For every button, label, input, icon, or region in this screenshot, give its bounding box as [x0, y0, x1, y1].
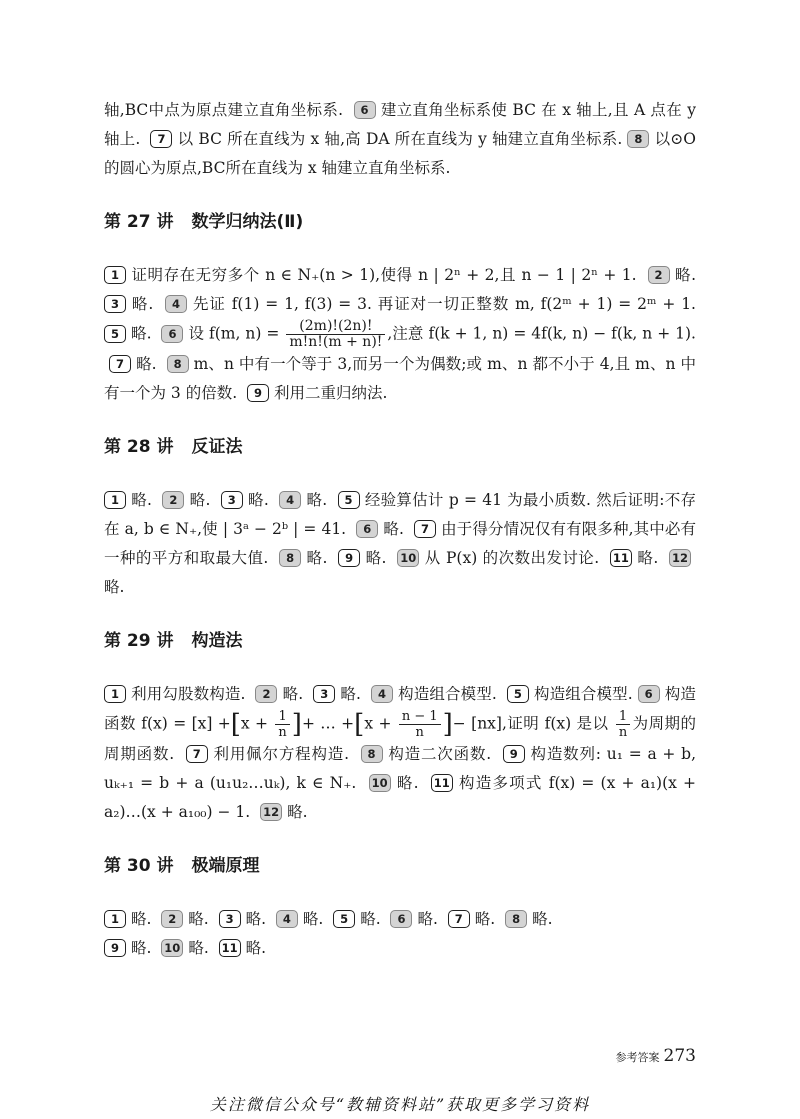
answer-number: 7 [109, 355, 131, 373]
answer-number: 8 [167, 355, 189, 373]
answer-text: 证明存在无穷多个 n ∈ N₊(n > 1),使得 n | 2ⁿ + 2,且 n − 1 | 2ⁿ + 1. [131, 266, 637, 284]
answer-number: 4 [165, 295, 187, 313]
answer-text: 由于得分情况仅有有限多种,其中必有一种的平方和取最大值. [104, 520, 696, 567]
right-bracket: ] [442, 709, 453, 740]
fraction-numerator: 1 [275, 709, 289, 725]
fraction-denominator: m!n!(m + n)! [289, 334, 383, 350]
answer-text: 略. [247, 491, 269, 509]
answer-number: 5 [333, 910, 355, 928]
answer-number: 3 [104, 295, 126, 313]
fraction-numerator: n − 1 [399, 709, 441, 725]
answer-text: 略. [287, 803, 308, 821]
answer-number: 9 [503, 745, 525, 763]
answer-text: 略. [395, 774, 419, 792]
fraction-numerator: 1 [616, 709, 630, 725]
answer-number: 6 [638, 685, 660, 703]
answer-text: 构造函数 f(x) = [x] + [104, 685, 696, 733]
answer-number: 3 [219, 910, 241, 928]
section-29-answers [104, 680, 696, 827]
answer-number: 8 [361, 745, 383, 763]
answer-number: 11 [610, 549, 632, 567]
answer-text: 利用佩尔方程构造. [212, 745, 350, 763]
answer-text: ,注意 f(k + 1, n) = 4f(k, n) − f(k, n + 1). [387, 324, 696, 343]
answer-number: 5 [338, 491, 360, 509]
section-title: 构造法 [191, 631, 243, 651]
answer-number: 9 [104, 939, 126, 957]
section-number: 第 30 讲 [104, 856, 174, 876]
answer-text: 构造数列: u₁ = a + b, uₖ₊₁ = b + a (u₁u₂…uₖ), k ∈ N₊. [104, 745, 697, 792]
answer-number: 6 [356, 520, 378, 538]
answer-number: 9 [247, 384, 269, 402]
answer-number: 10 [369, 774, 391, 792]
answer-number: 11 [219, 939, 241, 957]
answer-number: 9 [338, 549, 360, 567]
section-title: 数学归纳法(Ⅱ) [191, 212, 304, 232]
footer-label: 参考答案 [615, 1051, 660, 1064]
section-number: 第 27 讲 [104, 212, 174, 232]
answer-number: 2 [162, 491, 184, 509]
answer-text: 先证 f(1) = 1, f(3) = 3. 再证对一切正整数 m, f(2ᵐ + 1) = 2ᵐ + 1. [192, 295, 696, 313]
answer-text: x + [364, 714, 392, 733]
answer-number: 1 [104, 685, 126, 703]
answer-text: 略. [131, 939, 152, 957]
answer-text: 略. [131, 295, 154, 313]
fraction [286, 319, 385, 350]
answer-number: 6 [354, 101, 376, 119]
answer-number: 12 [669, 549, 691, 567]
answer-number: 7 [448, 910, 470, 928]
answer-number: 5 [507, 685, 529, 703]
answer-number: 10 [161, 939, 183, 957]
answer-number: 3 [313, 685, 335, 703]
answer-text: 略. [189, 491, 211, 509]
answer-number: 4 [279, 491, 301, 509]
section-27-answers [104, 261, 696, 408]
answer-number: 6 [161, 325, 183, 343]
section-title: 极端原理 [191, 856, 260, 876]
answer-text: 略. [532, 910, 553, 928]
answer-number: 5 [104, 325, 126, 343]
fraction-denominator: n [415, 725, 424, 740]
fraction [616, 709, 630, 740]
answer-text: 略. [282, 685, 304, 703]
section-heading-29 [104, 630, 696, 652]
answer-text: 经验算估计 p = 41 为最小质数. 然后证明:不存在 a, b ∈ N₊,使 | 3ᵃ − 2ᵇ | = 41. [104, 491, 696, 538]
answer-text: 轴,BC中点为原点建立直角坐标系. [104, 101, 344, 119]
answer-text: 略. [474, 910, 496, 928]
answer-number: 3 [221, 491, 243, 509]
answer-text: 略. [302, 910, 324, 928]
answer-text: 略. [383, 520, 404, 538]
answer-text: 略. [131, 491, 152, 509]
answer-text: 略. [365, 549, 387, 567]
answer-text: 利用二重归纳法. [274, 384, 388, 402]
page-footer [616, 1046, 696, 1066]
answer-text: 略. [245, 939, 267, 957]
answer-text: 略. [104, 578, 125, 596]
fraction-numerator: (2m)!(2n)! [286, 319, 385, 335]
answer-text: 略. [188, 939, 209, 957]
answer-text: 设 f(m, n) = [188, 324, 280, 343]
section-heading-27 [104, 211, 696, 233]
answer-number: 4 [371, 685, 393, 703]
watermark-text: 关注微信公众号“教辅资料站”获取更多学习资料 [209, 1095, 591, 1114]
answer-text: 构造组合模型. [533, 685, 633, 703]
answer-text: + … + [301, 714, 355, 733]
page-number: 273 [663, 1046, 696, 1066]
left-bracket: [ [230, 709, 241, 740]
answer-text: 略. [136, 355, 157, 373]
page-content [104, 96, 696, 963]
section-title: 反证法 [191, 437, 243, 457]
answer-text: m、n 中有一个等于 3,而另一个为偶数;或 m、n 都不小于 4,且 m、n 中有一个为 3 的倍数. [104, 355, 696, 402]
answer-text: 略. [245, 910, 267, 928]
answer-number: 1 [104, 266, 126, 284]
answer-number: 4 [276, 910, 298, 928]
answer-text: − [nx],证明 f(x) 是以 [452, 714, 609, 733]
answer-number: 7 [414, 520, 436, 538]
fraction-denominator: n [278, 725, 287, 740]
answer-text: 略. [417, 910, 438, 928]
section-number: 第 28 讲 [104, 437, 174, 457]
answer-text: 略. [306, 549, 328, 567]
section-heading-28 [104, 436, 696, 458]
answer-text: 略. [636, 549, 659, 567]
answer-number: 1 [104, 491, 126, 509]
section-heading-30 [104, 855, 696, 877]
answer-text: 略. [188, 910, 209, 928]
answer-number: 6 [390, 910, 412, 928]
answer-number: 11 [431, 774, 453, 792]
answer-number: 12 [260, 803, 282, 821]
answer-number: 2 [648, 266, 670, 284]
answer-number: 10 [397, 549, 419, 567]
section-28-answers [104, 486, 696, 602]
fraction-denominator: n [618, 725, 628, 740]
section-30-answers [104, 905, 696, 963]
section-number: 第 29 讲 [104, 631, 174, 651]
answer-number: 1 [104, 910, 126, 928]
answer-text: 略. [340, 685, 361, 703]
answer-text: 略. [360, 910, 381, 928]
answer-text: 略. [131, 324, 152, 343]
answer-number: 2 [255, 685, 277, 703]
answer-text: 构造多项式 f(x) = (x + a₁)(x + a₂)…(x + a₁₀₀) − 1. [104, 774, 697, 821]
answer-text: 构造二次函数. [387, 745, 492, 763]
answer-number: 8 [505, 910, 527, 928]
answer-number: 8 [279, 549, 301, 567]
answer-number: 2 [161, 910, 183, 928]
answer-number: 8 [627, 130, 649, 148]
answer-text: 从 P(x) 的次数出发讨论. [424, 549, 600, 567]
intro-paragraph [104, 96, 696, 183]
answer-text: 略. [674, 266, 696, 284]
answer-number: 7 [186, 745, 208, 763]
right-bracket: ] [291, 709, 302, 740]
answer-text: x + [240, 714, 269, 733]
left-bracket: [ [354, 709, 365, 740]
answer-text: 建立直角坐标系使 BC 在 x 轴上,且 A 点在 y 轴上. [104, 101, 696, 148]
answer-text: 略. [131, 910, 152, 928]
answer-text: 利用勾股数构造. [131, 685, 246, 703]
answer-text: 以 BC 所在直线为 x 轴,高 DA 所在直线为 y 轴建立直角坐标系. [177, 130, 623, 148]
fraction [275, 709, 289, 740]
answer-text: 构造组合模型. [398, 685, 497, 703]
answer-text: 以⊙O的圆心为原点,BC所在直线为 x 轴建立直角坐标系. [104, 130, 696, 177]
answer-text: 略. [306, 491, 328, 509]
answer-number: 7 [150, 130, 172, 148]
fraction [399, 709, 441, 740]
answer-text: 为周期的周期函数. [104, 714, 696, 763]
